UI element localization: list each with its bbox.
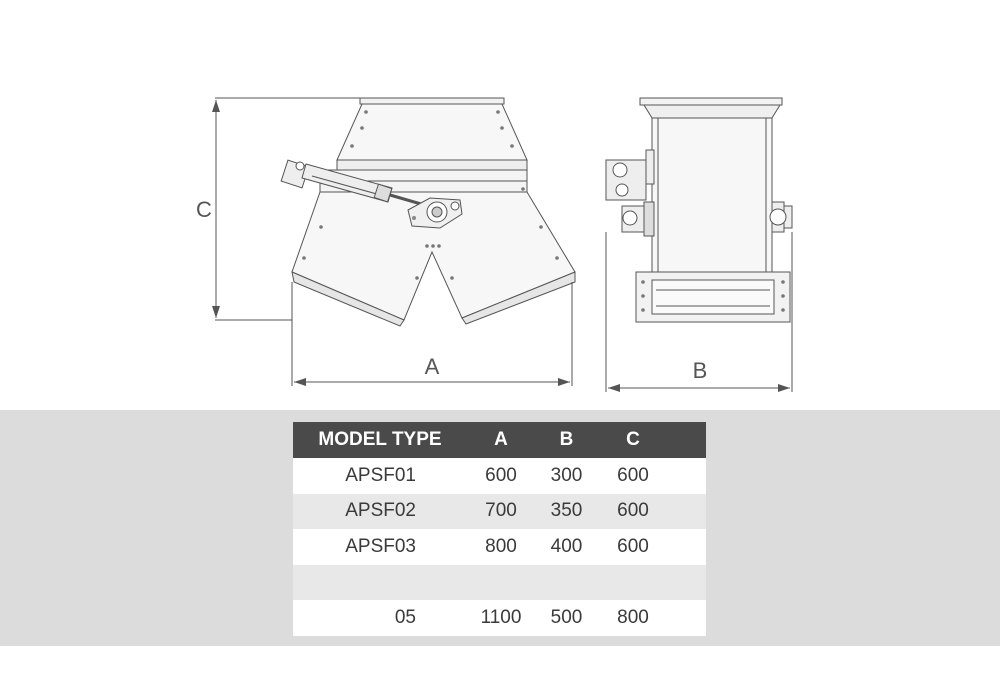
cell-b: 300	[535, 458, 598, 494]
side-actuator	[606, 150, 654, 236]
cell-c: 600	[598, 458, 668, 494]
cell-model: APSF03	[293, 529, 467, 565]
dimension-a-label: A	[424, 353, 440, 379]
header-model-type: MODEL TYPE	[293, 422, 467, 458]
cell-b: 500	[535, 600, 598, 636]
cell-model	[293, 565, 467, 601]
table-row	[293, 494, 706, 530]
cell-b: 350	[535, 494, 598, 530]
model-spec-table	[293, 422, 706, 636]
side-shaft-boss	[770, 202, 792, 232]
cell-c: 600	[598, 529, 668, 565]
cell-c: 600	[598, 494, 668, 530]
side-flange-taper	[644, 105, 780, 118]
top-flange	[360, 98, 504, 104]
cell-pad	[668, 565, 706, 601]
cell-b: 400	[535, 529, 598, 565]
cell-model: APSF01	[293, 458, 467, 494]
header-b: B	[535, 422, 598, 458]
table-row	[293, 565, 706, 601]
dimension-b-label: B	[692, 357, 708, 383]
cell-a	[467, 565, 535, 601]
cell-pad	[668, 529, 706, 565]
cell-c: 800	[598, 600, 668, 636]
cell-a: 1100	[467, 600, 535, 636]
table-row	[293, 458, 706, 494]
cell-a: 800	[467, 529, 535, 565]
header-c: C	[598, 422, 668, 458]
table-header-row	[293, 422, 706, 458]
dimension-c-label: C	[196, 196, 212, 222]
cell-pad	[668, 458, 706, 494]
cell-pad	[668, 600, 706, 636]
front-view	[212, 98, 575, 386]
header-pad	[668, 422, 706, 458]
bottom-band	[0, 646, 1000, 700]
side-body	[652, 118, 772, 272]
side-view	[606, 98, 792, 392]
cell-model: APSF02	[293, 494, 467, 530]
table-row	[293, 529, 706, 565]
table-row	[293, 600, 706, 636]
header-a: A	[467, 422, 535, 458]
cell-a: 600	[467, 458, 535, 494]
cell-pad	[668, 494, 706, 530]
cell-a: 700	[467, 494, 535, 530]
side-top-flange	[640, 98, 782, 105]
cell-c	[598, 565, 668, 601]
band-upper	[337, 160, 527, 170]
cell-b	[535, 565, 598, 601]
cell-model: 05	[293, 600, 467, 636]
